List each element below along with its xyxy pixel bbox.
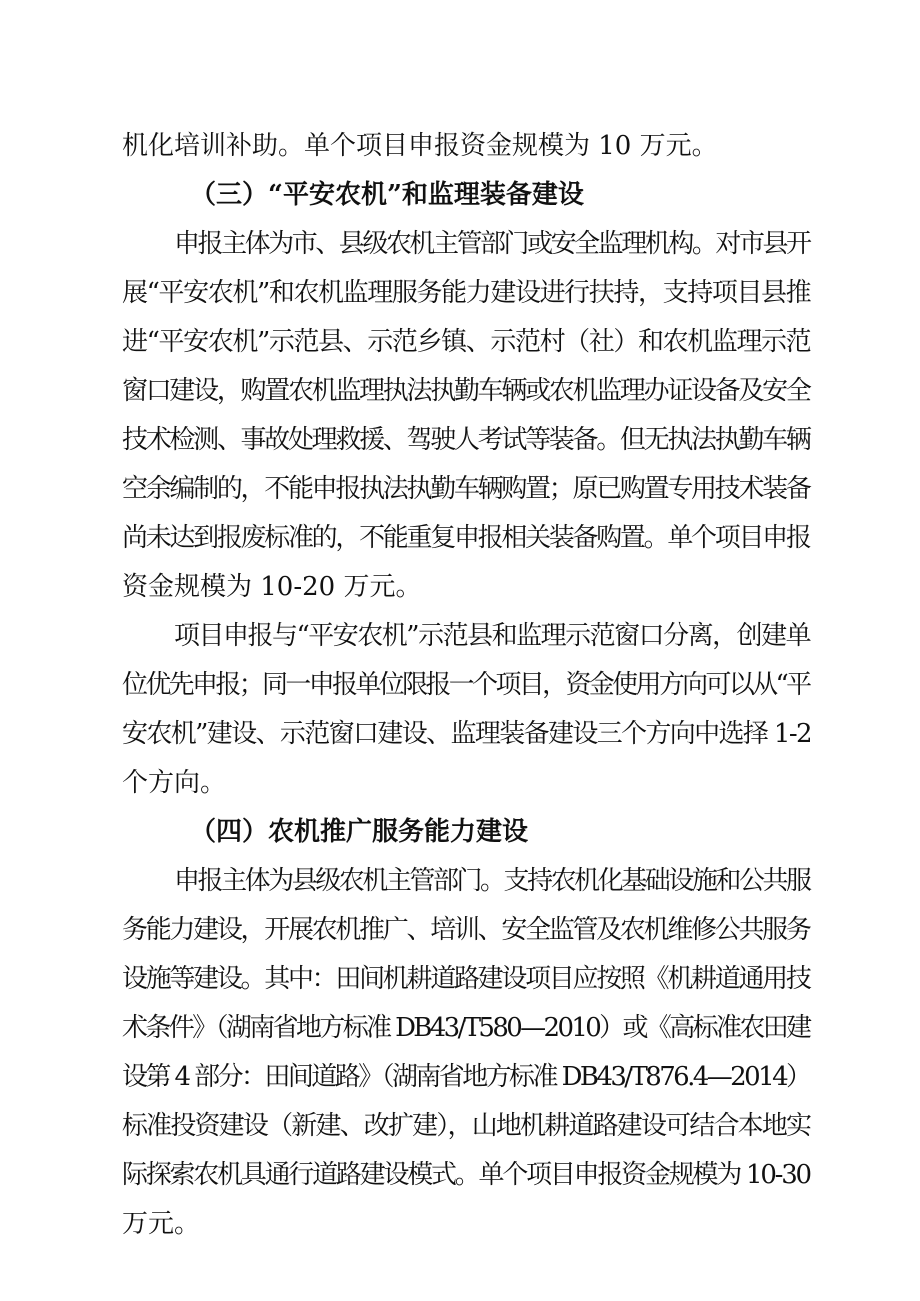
paragraph-line: 尚未达到报废标准的，不能重复申报相关装备购置。单个项目申报 [122, 523, 810, 553]
paragraph-line: 展“平安农机”和农机监理服务能力建设进行扶持，支持项目县推 [122, 278, 811, 308]
paragraph-line: 设施等建设。其中：田间机耕道路建设项目应按照《机耕道通用技 [122, 964, 810, 994]
paragraph-line: 个方向。 [122, 768, 227, 798]
paragraph-line: 万元。 [122, 1209, 201, 1239]
paragraph-line: 项目申报与“平安农机”示范县和监理示范窗口分离，创建单 [174, 621, 811, 651]
paragraph-line: 进“平安农机”示范县、示范乡镇、示范村（社）和农机监理示范 [122, 327, 811, 357]
paragraph-line: 申报主体为市、县级农机主管部门或安全监理机构。对市县开 [174, 229, 810, 259]
section-heading-3: （三）“平安农机”和监理装备建设 [190, 180, 584, 210]
paragraph-line: 空余编制的，不能申报执法执勤车辆购置；原已购置专用技术装备 [122, 474, 810, 504]
paragraph-line: 技术检测、事故处理救援、驾驶人考试等装备。但无执法执勤车辆 [122, 425, 810, 455]
paragraph-line: 机化培训补助。单个项目申报资金规模为 10 万元。 [122, 131, 718, 161]
paragraph-line: 资金规模为 10-20 万元。 [122, 572, 422, 602]
paragraph-line: 际探索农机具通行道路建设模式。单个项目申报资金规模为 10-30 [122, 1160, 810, 1190]
paragraph-line: 务能力建设，开展农机推广、培训、安全监管及农机维修公共服务 [122, 915, 810, 945]
section-heading-4: （四）农机推广服务能力建设 [190, 817, 529, 847]
paragraph-line: 位优先申报；同一申报单位限报一个项目，资金使用方向可以从“平 [122, 670, 810, 700]
paragraph-line: 设第 4 部分：田间道路》（湖南省地方标准 DB43/T876.4—2014） [122, 1062, 810, 1092]
paragraph-line: 窗口建设，购置农机监理执法执勤车辆或农机监理办证设备及安全 [122, 376, 810, 406]
paragraph-line: 安农机”建设、示范窗口建设、监理装备建设三个方向中选择 1-2 [122, 719, 811, 749]
paragraph-line: 术条件》（湖南省地方标准 DB43/T580—2010）或《高标准农田建 [122, 1013, 810, 1043]
paragraph-line: 申报主体为县级农机主管部门。支持农机化基础设施和公共服 [174, 866, 810, 896]
paragraph-line: 标准投资建设（新建、改扩建），山地机耕道路建设可结合本地实 [122, 1111, 811, 1141]
